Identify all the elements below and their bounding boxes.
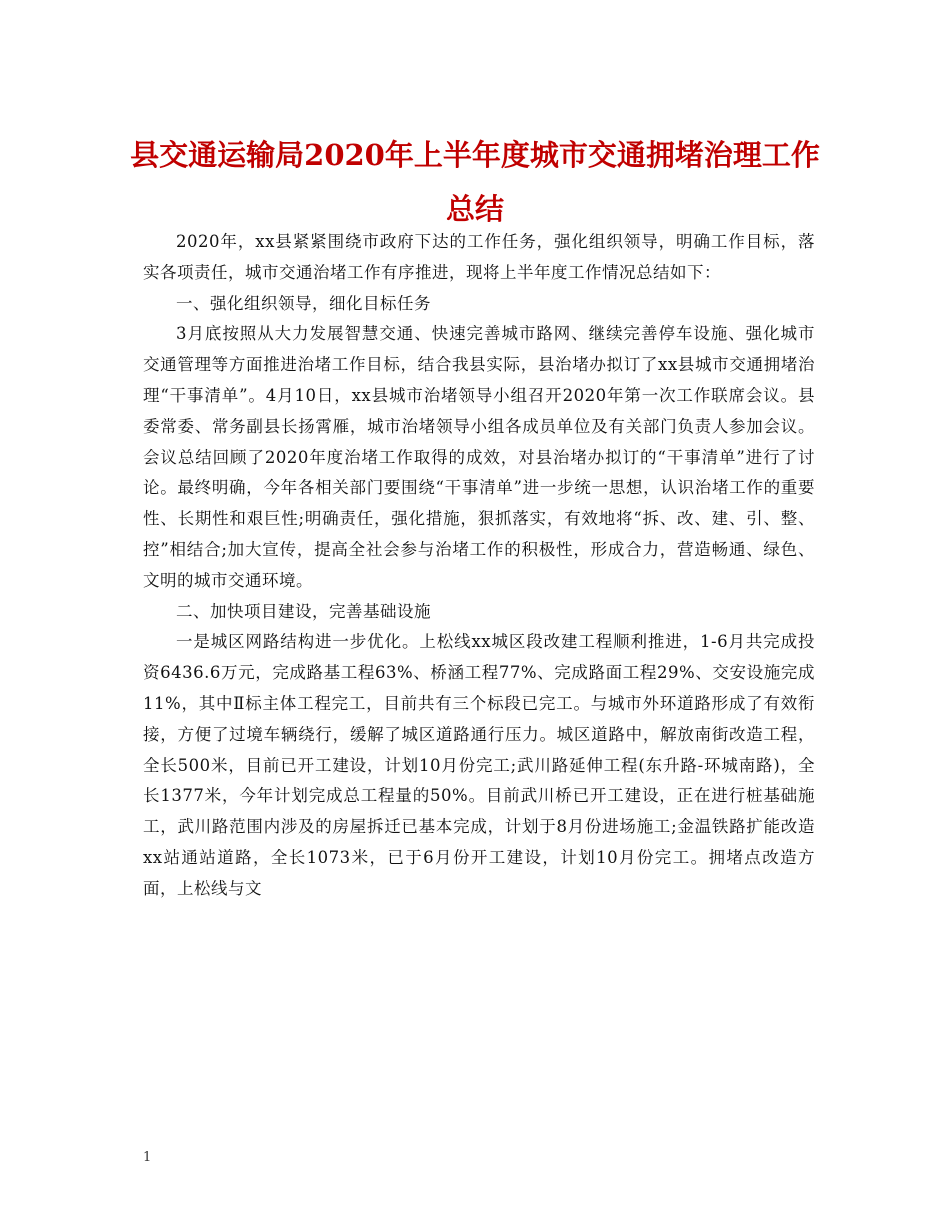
document-body — [143, 227, 815, 905]
page-number: 1 — [143, 1150, 152, 1165]
paragraph-intro: 2020年，xx县紧紧围绕市政府下达的工作任务，强化组织领导，明确工作目标，落实各项责任，城市交通治堵工作有序推进，现将上半年度工作情况总结如下： — [143, 232, 815, 282]
section-heading-1: 一、强化组织领导，细化目标任务 — [176, 293, 431, 313]
title-line-1: 县交通运输局2020年上半年度城市交通拥堵治理工作 — [130, 138, 820, 172]
section-heading-2: 二、加快项目建设，完善基础设施 — [176, 601, 431, 621]
paragraph-section-2: 一是城区网路结构进一步优化。上松线xx城区段改建工程顺利推进，1-6月共完成投资6436.6万元，完成路基工程63%、桥涵工程77%、完成路面工程29%、交安设施完成11%，其中Ⅱ标主体工程完工，目前共有三个标段已完工。与城市外环道路形成了有效衔接，方便了过境车辆绕行，缓解了城区道路通行压力。城区道路中，解放南街改造工程，全长500米，目前已开工建设，计划10月份完工;武川路延伸工程(东升路-环城南路)，全长1377米，今年计划完成总工程量的50%。目前武川桥已开工建设，正在进行桩基础施工，武川路范围内涉及的房屋拆迁已基本完成，计划于8月份进场施工;金温铁路扩能改造xx站通站道路，全长1073米，已于6月份开工建设，计划10月份完工。拥堵点改造方面，上松线与文 — [143, 632, 815, 898]
paragraph-section-1: 3月底按照从大力发展智慧交通、快速完善城市路网、继续完善停车设施、强化城市交通管理等方面推进治堵工作目标，结合我县实际，县治堵办拟订了xx县城市交通拥堵治理“干事清单”。4月10日，xx县城市治堵领导小组召开2020年第一次工作联席会议。县委常委、常务副县长扬霄雁，城市治堵领导小组各成员单位及有关部门负责人参加会议。会议总结回顾了2020年度治堵工作取得的成效，对县治堵办拟订的“干事清单”进行了讨论。最终明确，今年各相关部门要围绕“干事清单”进一步统一思想，认识治堵工作的重要性、长期性和艰巨性;明确责任，强化措施，狠抓落实，有效地将“拆、改、建、引、整、控”相结合;加大宣传，提高全社会参与治堵工作的积极性，形成合力，营造畅通、绿色、文明的城市交通环境。 — [143, 324, 815, 590]
document-title — [100, 128, 850, 236]
title-line-2: 总结 — [445, 192, 504, 226]
